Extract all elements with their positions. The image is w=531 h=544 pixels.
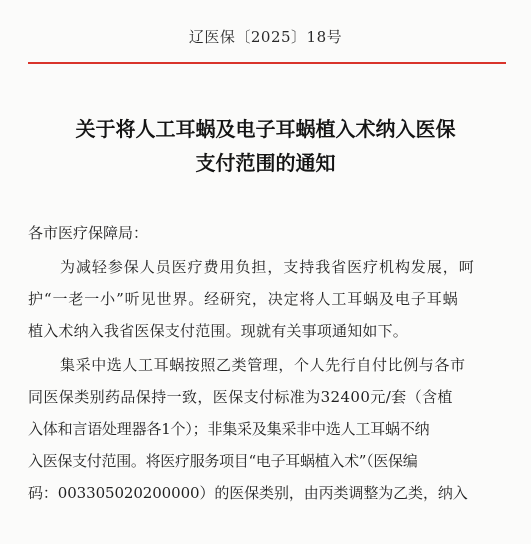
paragraph-line: 入医保支付范围。将医疗服务项目“电子耳蜗植入术”（医保编 bbox=[28, 452, 418, 470]
body-paragraph bbox=[28, 349, 468, 509]
paragraph-line: 码：003305020200000）的医保类别，由丙类调整为乙类，纳入 bbox=[28, 484, 468, 502]
paragraph-line: 集采中选人工耳蜗按照乙类管理，个人先行自付比例与各市 bbox=[60, 356, 466, 374]
red-divider bbox=[28, 62, 506, 64]
paragraph-line: 入体和言语处理器各1个）；非集采及集采非中选人工耳蜗不纳 bbox=[28, 420, 430, 438]
addressee: 各市医疗保障局： bbox=[28, 224, 149, 242]
paragraph-line: 植入术纳入我省医保支付范围。现就有关事项通知如下。 bbox=[28, 322, 409, 340]
document-title bbox=[0, 112, 531, 180]
document-number: 辽医保〔2025〕18号 bbox=[188, 28, 343, 46]
paragraph-line: 同医保类别药品保持一致，医保支付标准为32400元/套（含植 bbox=[28, 388, 453, 406]
paragraph-line: 为减轻参保人员医疗费用负担，支持我省医疗机构发展，呵 bbox=[60, 258, 475, 276]
body-paragraph bbox=[28, 251, 475, 347]
title-line: 关于将人工耳蜗及电子耳蜗植入术纳入医保 bbox=[75, 117, 456, 141]
paragraph-line: 护“一老一小”听见世界。经研究，决定将人工耳蜗及电子耳蜗 bbox=[28, 290, 459, 308]
title-line: 支付范围的通知 bbox=[195, 151, 336, 175]
